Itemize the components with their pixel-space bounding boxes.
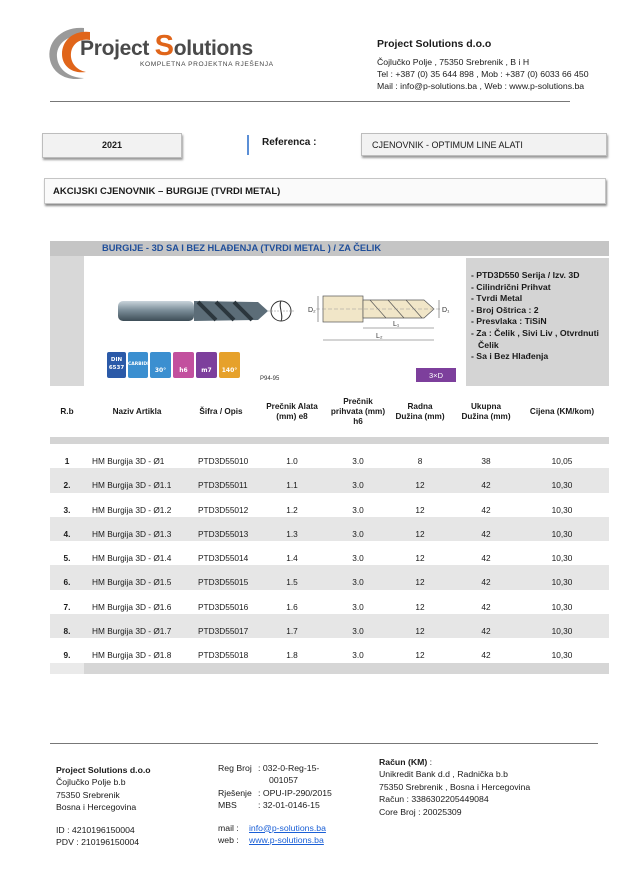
cell-dh: 3.0 <box>352 480 364 491</box>
col-rb: R.b <box>60 406 74 416</box>
dim-d2: D₂ <box>308 307 316 314</box>
cell-cijena: 10,30 <box>551 650 573 661</box>
rjesenje-label: Rješenje <box>218 787 252 798</box>
col-precnik-alata: Prečnik Alata (mm) e8 <box>266 401 318 421</box>
length-tag: 3×D <box>429 371 443 380</box>
cell-cijena: 10,30 <box>551 626 573 637</box>
spec-item: - PTD3D550 Serija / Izv. 3D <box>471 270 580 280</box>
spec-item: - Cilindrični Prihvat <box>471 281 551 292</box>
cell-naziv: HM Burgija 3D - Ø1.6 <box>92 601 172 612</box>
mbs-value: : 32-01-0146-15 <box>258 800 320 811</box>
header-divider <box>50 101 570 102</box>
technical-drawing <box>308 296 450 340</box>
reference-value: CJENOVNIK - OPTIMUM LINE ALATI <box>361 133 607 156</box>
cell-sifra: PTD3D55014 <box>198 553 249 564</box>
table-header <box>50 386 609 437</box>
cell-rb: 2. <box>63 480 71 491</box>
col-sifra: Šifra / Opis <box>199 406 243 416</box>
cell-d: 1.4 <box>286 553 298 564</box>
cell-d: 1.5 <box>286 577 298 588</box>
cell-ukupna: 42 <box>481 650 491 661</box>
mbs-label: MBS <box>218 800 237 811</box>
reg-label: Reg Broj <box>218 763 252 773</box>
cell-dh: 3.0 <box>352 456 364 466</box>
footer-city: 75350 Srebrenik <box>56 789 120 800</box>
dim-l1: L₁ <box>393 321 400 328</box>
spec-item: - Tvrdi Metal <box>471 293 523 304</box>
cell-naziv: HM Burgija 3D - Ø1.8 <box>92 650 172 661</box>
spec-list <box>466 258 609 386</box>
section-side-panel <box>50 256 84 386</box>
dim-l2: L₂ <box>376 333 383 340</box>
cell-d: 1.3 <box>286 528 298 539</box>
reg-value: : 032-0-Reg-15- <box>258 763 320 773</box>
cell-sifra: PTD3D55010 <box>198 456 249 466</box>
company-logo <box>44 22 274 84</box>
cell-naziv: HM Burgija 3D - Ø1.5 <box>92 577 172 588</box>
cell-sifra: PTD3D55018 <box>198 650 249 661</box>
footer-id: ID : 4210196150004 <box>56 824 135 835</box>
cell-cijena: 10,30 <box>551 553 573 564</box>
spec-item: - Sa i Bez Hlađenja <box>471 351 549 362</box>
cell-rb: 3. <box>63 504 71 515</box>
table-row <box>50 493 609 517</box>
bank-title: Račun (KM) <box>379 757 428 767</box>
logo-text: Project Solutions <box>80 30 253 62</box>
cell-radna: 12 <box>415 480 425 491</box>
year-box: 2021 <box>42 133 182 158</box>
table-body <box>50 444 609 663</box>
badge-point-angle: 140° <box>219 352 240 378</box>
table-row <box>50 541 609 565</box>
bank-core: Core Broj : 20025309 <box>379 806 462 817</box>
table-row <box>50 638 609 662</box>
company-address: Čojlučko Polje , 75350 Srebrenik , B i H <box>377 57 530 67</box>
cell-ukupna: 38 <box>481 456 491 466</box>
section-header-left <box>50 241 84 256</box>
reg-value-cont: 001057 <box>269 775 298 786</box>
cell-naziv: HM Burgija 3D - Ø1.2 <box>92 504 172 515</box>
table-row <box>50 614 609 638</box>
web-link[interactable]: www.p-solutions.ba <box>249 835 324 846</box>
footer-divider <box>50 743 598 744</box>
badge-helix: 30° <box>150 352 171 378</box>
cell-naziv: HM Burgija 3D - Ø1.7 <box>92 626 172 637</box>
bank-title-colon: : <box>427 757 433 767</box>
cell-sifra: PTD3D55017 <box>198 626 249 637</box>
cell-ukupna: 42 <box>481 480 491 491</box>
cell-radna: 8 <box>417 456 423 466</box>
cell-cijena: 10,30 <box>551 601 573 612</box>
dim-d1: D₁ <box>442 307 450 314</box>
cell-rb: 9. <box>63 650 71 661</box>
col-ukupna-duzina: Ukupna Dužina (mm) <box>461 401 511 421</box>
cell-rb: 4. <box>63 528 71 539</box>
mail-link[interactable]: info@p-solutions.ba <box>249 822 326 833</box>
cell-ukupna: 42 <box>481 626 491 637</box>
document-title: AKCIJSKI CJENOVNIK – BURGIJE (TVRDI METAL) <box>44 178 606 204</box>
spec-item: - Broj Oštrica : 2 <box>471 304 539 315</box>
spec-item: - Za : Čelik , Sivi Liv , Otvrdnuti Čelik <box>471 327 599 350</box>
cell-d: 1.7 <box>286 626 298 637</box>
cell-rb: 6. <box>63 577 71 588</box>
drawing-ref-code: P94-95 <box>260 376 280 382</box>
cell-dh: 3.0 <box>352 650 364 661</box>
rjesenje-value: : OPU-IP-290/2015 <box>258 787 332 798</box>
cell-cijena: 10,30 <box>551 577 573 588</box>
col-cijena: Cijena (KM/kom) <box>529 406 595 416</box>
cell-radna: 12 <box>415 553 425 564</box>
cell-radna: 12 <box>415 601 425 612</box>
web-label: web : <box>218 835 239 846</box>
cell-rb: 8. <box>63 626 71 637</box>
cell-ukupna: 42 <box>481 577 491 588</box>
footer-registry <box>218 762 368 846</box>
reference-label: Referenca : <box>262 137 317 148</box>
logo-tagline: KOMPLETNA PROJEKTNA RJEŠENJA <box>140 61 274 68</box>
cell-d: 1.6 <box>286 601 298 612</box>
cell-radna: 12 <box>415 650 425 661</box>
badge-carbide: CARBIDE <box>128 352 148 378</box>
reference-divider <box>247 135 249 155</box>
cell-ukupna: 42 <box>481 601 491 612</box>
table-spacer <box>50 437 609 444</box>
cell-sifra: PTD3D55012 <box>198 504 249 515</box>
cell-rb: 1 <box>64 456 70 466</box>
table-row <box>50 565 609 589</box>
company-name: Project Solutions d.o.o <box>377 38 492 50</box>
cell-sifra: PTD3D55013 <box>198 528 249 539</box>
col-radna-duzina: Radna Dužina (mm) <box>395 401 445 421</box>
cell-dh: 3.0 <box>352 504 364 515</box>
footer-pdv: PDV : 210196150004 <box>56 837 140 848</box>
cell-rb: 7. <box>63 601 71 612</box>
mail-label: mail : <box>218 822 239 833</box>
cell-radna: 12 <box>415 528 425 539</box>
drill-end-view <box>268 301 294 321</box>
cell-sifra: PTD3D55015 <box>198 577 249 588</box>
cell-radna: 12 <box>415 504 425 515</box>
cell-naziv: HM Burgija 3D - Ø1 <box>92 456 165 466</box>
cell-naziv: HM Burgija 3D - Ø1.3 <box>92 528 172 539</box>
cell-dh: 3.0 <box>352 626 364 637</box>
cell-cijena: 10,30 <box>551 504 573 515</box>
cell-rb: 5. <box>63 553 71 564</box>
company-info <box>377 38 617 92</box>
cell-ukupna: 42 <box>481 504 491 515</box>
cell-sifra: PTD3D55011 <box>198 480 248 491</box>
cell-dh: 3.0 <box>352 553 364 564</box>
cell-cijena: 10,30 <box>551 480 573 491</box>
cell-d: 1.1 <box>286 480 298 491</box>
drill-photo <box>118 301 268 321</box>
cell-ukupna: 42 <box>481 553 491 564</box>
bank-name: Unikredit Bank d.d , Radnička b.b <box>379 769 508 780</box>
table-row <box>50 517 609 541</box>
cell-ukupna: 42 <box>481 528 491 539</box>
col-naziv: Naziv Artikla <box>112 406 162 416</box>
table-row <box>50 590 609 614</box>
cell-radna: 12 <box>415 577 425 588</box>
cell-naziv: HM Burgija 3D - Ø1.1 <box>92 480 172 491</box>
bank-city: 75350 Srebrenik , Bosna i Hercegovina <box>379 781 531 792</box>
footer-company-name: Project Solutions d.o.o <box>56 765 151 775</box>
cell-d: 1.0 <box>286 456 298 466</box>
footer-company <box>56 764 206 848</box>
cell-d: 1.8 <box>286 650 298 661</box>
table-bottom-row <box>84 663 609 674</box>
cell-sifra: PTD3D55016 <box>198 601 249 612</box>
spec-item: - Presvlaka : TiSiN <box>471 316 547 327</box>
cell-naziv: HM Burgija 3D - Ø1.4 <box>92 553 172 564</box>
company-phones: Tel : +387 (0) 35 644 898 , Mob : +387 (0) 6033 66 450 <box>377 69 589 79</box>
cell-cijena: 10,30 <box>551 528 573 539</box>
cell-cijena: 10,05 <box>551 456 573 466</box>
bank-account: Račun : 3386302205449084 <box>379 794 489 805</box>
cell-dh: 3.0 <box>352 528 364 539</box>
cell-d: 1.2 <box>286 504 298 515</box>
cell-dh: 3.0 <box>352 601 364 612</box>
footer-bank <box>379 756 609 818</box>
company-contact: Mail : info@p-solutions.ba , Web : www.p-solutions.ba <box>377 81 585 91</box>
product-section-heading: BURGIJE - 3D SA I BEZ HLAĐENJA (TVRDI METAL ) / ZA ČELIK <box>84 241 609 256</box>
table-row <box>50 444 609 468</box>
cell-dh: 3.0 <box>352 577 364 588</box>
badge-h6: h6 <box>173 352 194 378</box>
footer-street: Čojlučko Polje b.b <box>56 777 126 788</box>
footer-country: Bosna i Hercegovina <box>56 802 137 813</box>
badge-m7: m7 <box>196 352 217 378</box>
cell-radna: 12 <box>415 626 425 637</box>
col-precnik-prihvata: Prečnik prihvata (mm) h6 <box>330 396 386 426</box>
badge-din: DIN 6537 <box>107 352 126 378</box>
table-row <box>50 468 609 492</box>
